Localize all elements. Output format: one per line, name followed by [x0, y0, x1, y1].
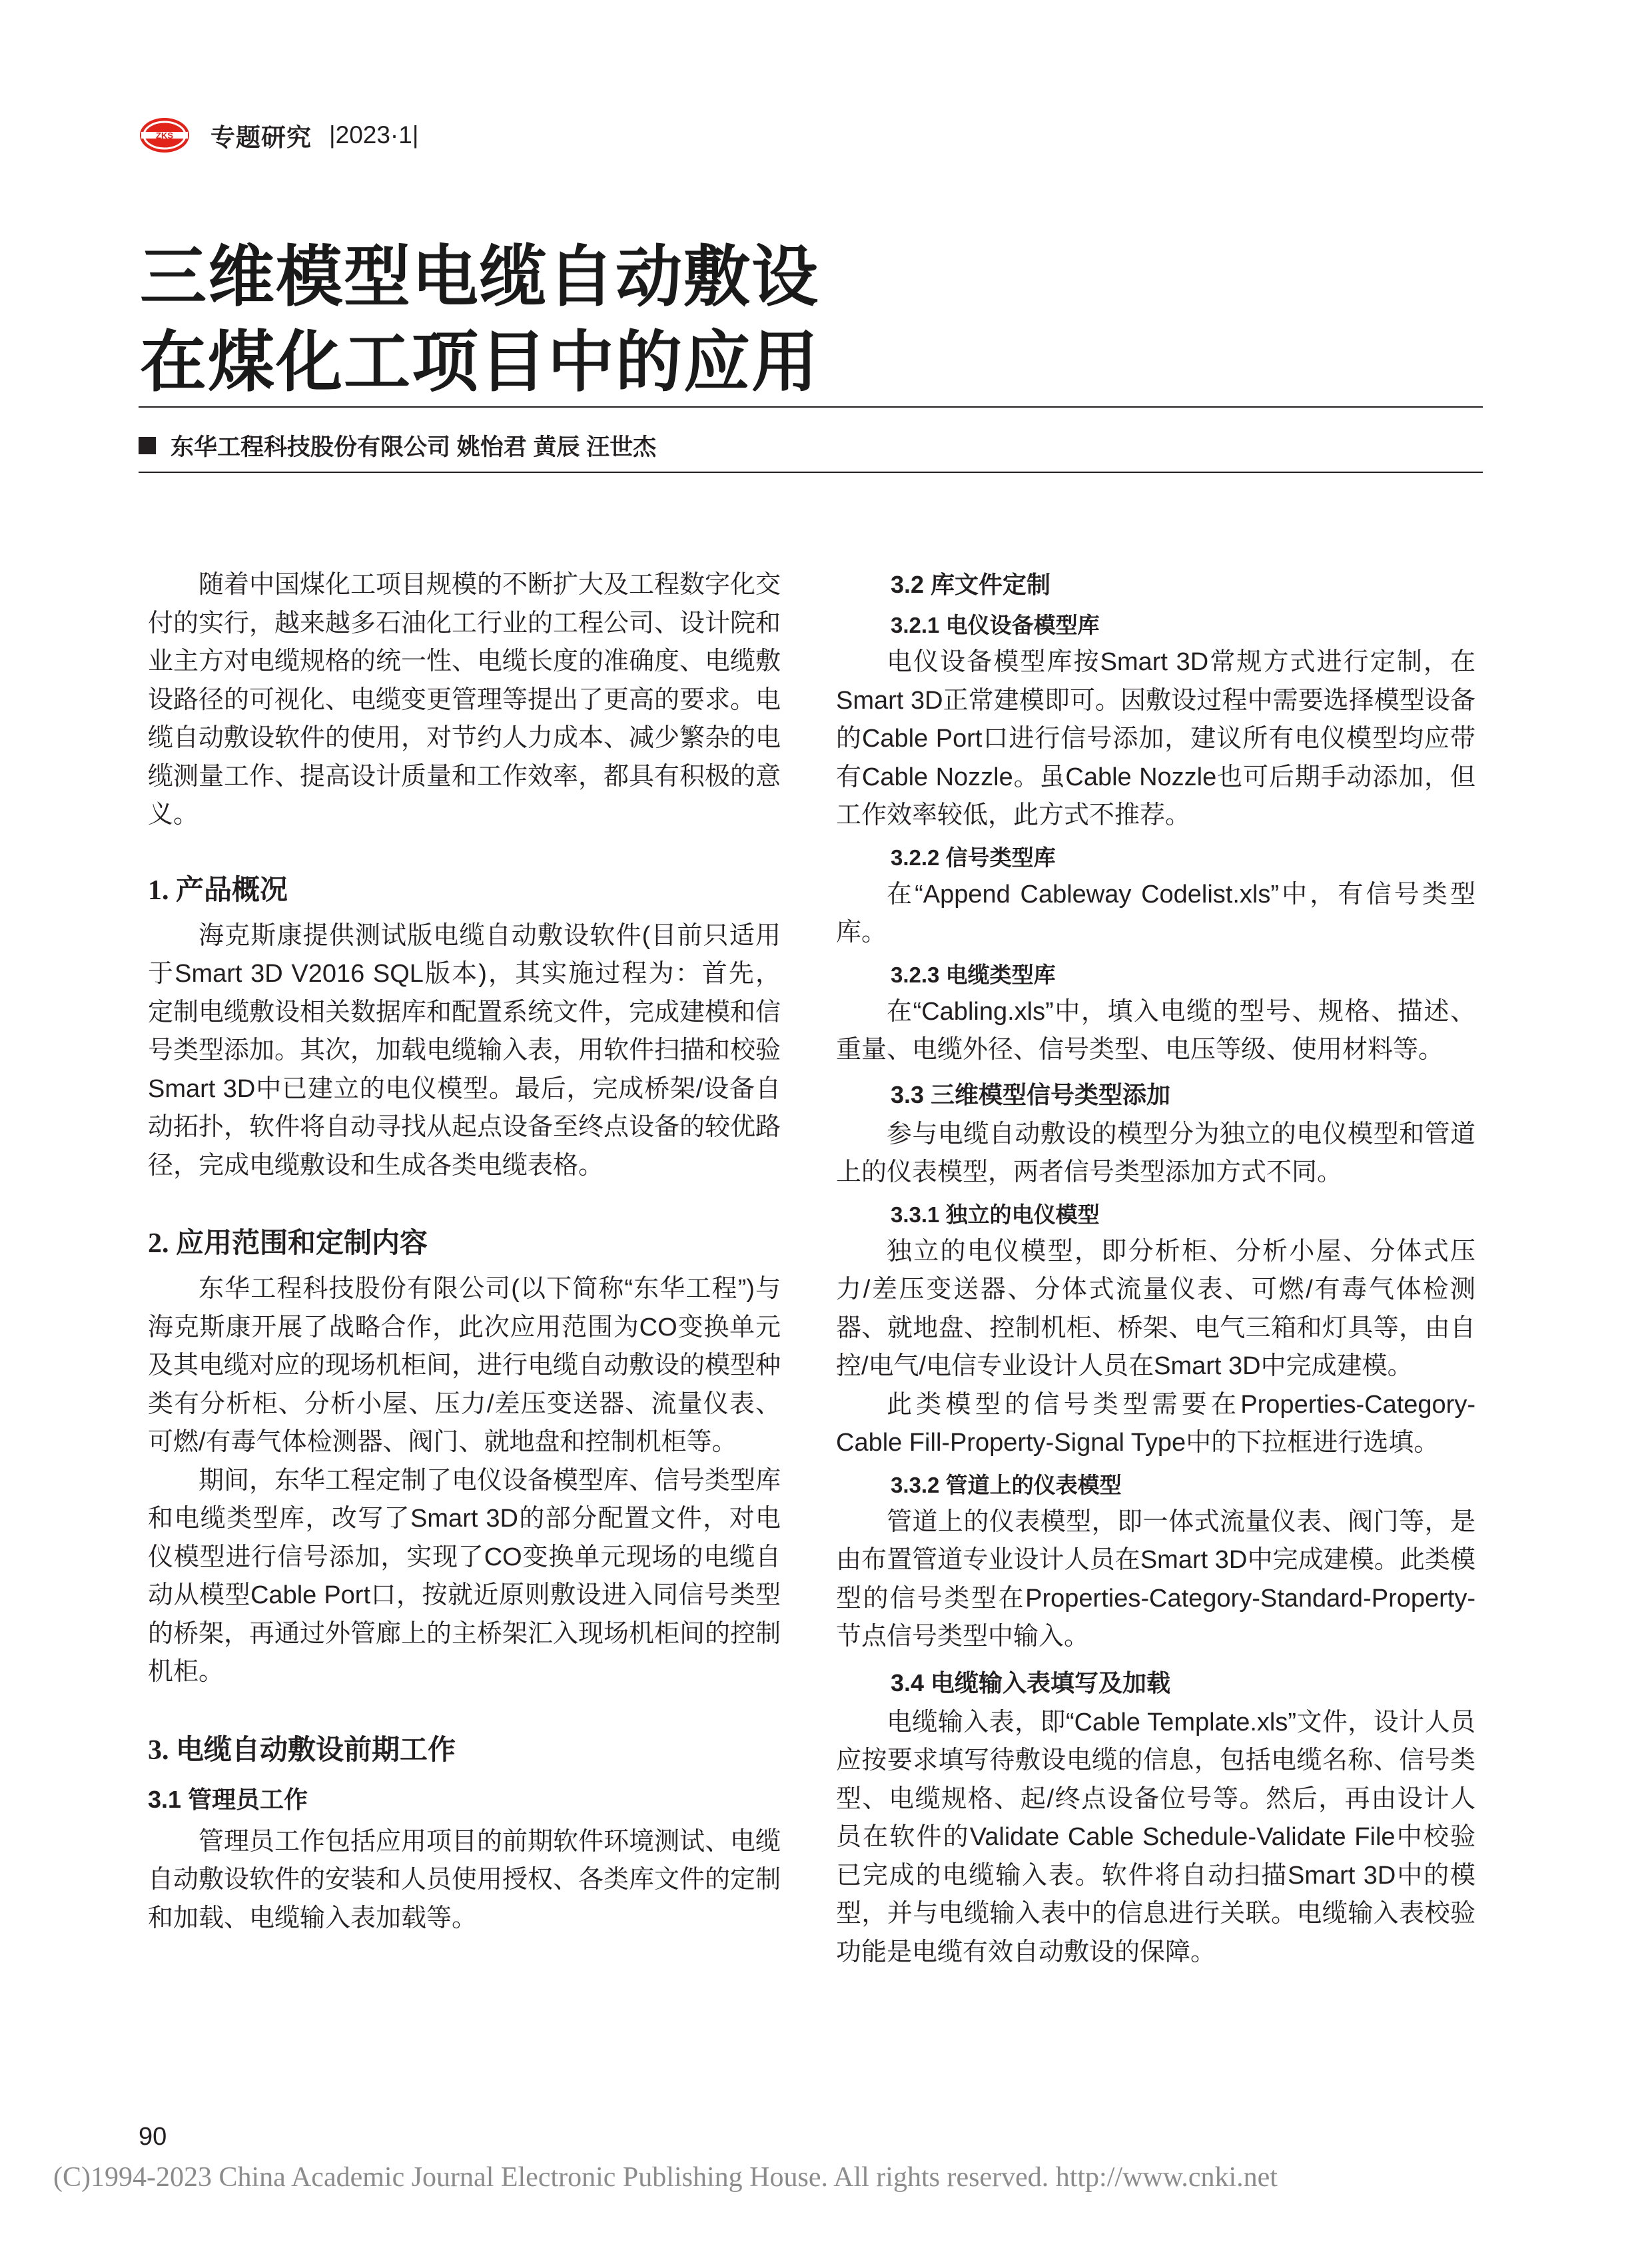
section-3-2-3-paragraph: 在“Cabling.xls”中，填入电缆的型号、规格、描述、重量、电缆外径、信号类型、电压等级、使用材料等。 [836, 997, 1475, 1064]
running-header [139, 112, 418, 159]
section-3-1-heading: 3.1 管理员工作 [148, 1785, 308, 1813]
author-divider [139, 472, 1483, 473]
section-3-3-heading: 3.3 三维模型信号类型添加 [891, 1080, 1171, 1108]
article-title [140, 234, 819, 405]
section-3-3-1-heading: 3.3.1 独立的电仪模型 [891, 1202, 1100, 1227]
section-2-paragraph-1: 东华工程科技股份有限公司(以下简称“东华工程”)与海克斯康开展了战略合作，此次应用范围为CO变换单元及其电缆对应的现场机柜间，进行电缆自动敷设的模型种类有分析柜、分析小屋、压力/差压变送器、流量仪表、可燃/有毒气体检测器、阀门、就地盘和控制机柜等。 [148, 1275, 781, 1456]
section-3-3-1-paragraph-1: 独立的电仪模型，即分析柜、分析小屋、分体式压力/差压变送器、分体式流量仪表、可燃/有毒气体检测器、就地盘、控制机柜、桥架、电气三箱和灯具等，由自控/电气/电信专业设计人员在Smart 3D中完成建模。 [836, 1237, 1475, 1380]
section-3-2-1-heading: 3.2.1 电仪设备模型库 [891, 613, 1100, 637]
section-1-paragraph: 海克斯康提供测试版电缆自动敷设软件(目前只适用于Smart 3D V2016 SQL版本)，其实施过程为：首先，定制电缆敷设相关数据库和配置系统文件，完成建模和信号类型添加。其次，加载电缆输入表，用软件扫描和校验Smart 3D中已建立的电仪模型。最后，完成桥架/设备自动拓扑，软件将自动寻找从起点设备至终点设备的较优路径，完成电缆敷设和生成各类电缆表格。 [148, 921, 781, 1180]
section-3-3-2-paragraph: 管道上的仪表模型，即一体式流量仪表、阀门等，是由布置管道专业设计人员在Smart 3D中完成建模。此类模型的信号类型在Properties-Category-Standard-Property-节点信号类型中输入。 [836, 1507, 1475, 1651]
section-3-2-2-heading: 3.2.2 信号类型库 [891, 845, 1056, 870]
page-number: 90 [139, 2123, 167, 2151]
section-3-2-heading: 3.2 库文件定制 [891, 571, 1051, 598]
section-3-2-1-paragraph: 电仪设备模型库按Smart 3D常规方式进行定制，在Smart 3D正常建模即可。因敷设过程中需要选择模型设备的Cable Port口进行信号添加，建议所有电仪模型均应带有Cable Nozzle。虽Cable Nozzle也可后期手动添加，但工作效率较低，此方式不推荐。 [836, 648, 1475, 829]
section-name: 专题研究 [210, 124, 312, 151]
section-3-2-3-heading: 3.2.3 电缆类型库 [891, 962, 1056, 987]
section-3-3-2-heading: 3.3.2 管道上的仪表模型 [891, 1472, 1122, 1497]
title-line-1: 三维模型电缆自动敷设 [140, 240, 819, 314]
section-3-heading: 3. 电缆自动敷设前期工作 [148, 1734, 456, 1766]
section-2-heading: 2. 应用范围和定制内容 [148, 1228, 428, 1259]
section-3-2-2-paragraph: 在“Append Cableway Codelist.xls”中，有信号类型库。 [836, 880, 1475, 946]
section-2-paragraph-2: 期间，东华工程定制了电仪设备模型库、信号类型库和电缆类型库，改写了Smart 3D的部分配置文件，对电仪模型进行信号添加，实现了CO变换单元现场的电缆自动从模型Cable Port口，按就近原则敷设进入同信号类型的桥架，再通过外管廊上的主桥架汇入现场机柜间的控制机柜。 [148, 1466, 781, 1686]
title-divider [139, 406, 1483, 408]
left-column [148, 566, 781, 1938]
section-3-3-paragraph: 参与电缆自动敷设的模型分为独立的电仪模型和管道上的仪表模型，两者信号类型添加方式不同。 [836, 1120, 1475, 1186]
intro-paragraph: 随着中国煤化工项目规模的不断扩大及工程数字化交付的实行，越来越多石油化工行业的工程公司、设计院和业主方对电缆规格的统一性、电缆长度的准确度、电缆敷设路径的可视化、电缆变更管理等提出了更高的要求。电缆自动敷设软件的使用，对节约人力成本、减少繁杂的电缆测量工作、提高设计质量和工作效率，都具有积极的意义。 [148, 571, 781, 829]
section-3-4-paragraph: 电缆输入表，即“Cable Template.xls”文件，设计人员应按要求填写待敷设电缆的信息，包括电缆名称、信号类型、电缆规格、起/终点设备位号等。然后，再由设计人员在软件的Validate Cable Schedule-Validate File中校验已完成的电缆输入表。软件将自动扫描Smart 3D中的模型，并与电缆输入表中的信息进行关联。电缆输入表校验功能是电缆有效自动敷设的保障。 [836, 1708, 1475, 1966]
right-column [836, 566, 1475, 1972]
title-line-2: 在煤化工项目中的应用 [140, 325, 819, 400]
section-3-1-paragraph: 管理员工作包括应用项目的前期软件环境测试、电缆自动敷设软件的安装和人员使用授权、各类库文件的定制和加载、电缆输入表加载等。 [148, 1827, 781, 1932]
logo-text: ZKS [156, 131, 173, 141]
section-1-heading: 1. 产品概况 [148, 875, 288, 906]
author-line [139, 425, 656, 466]
authors-text: 东华工程科技股份有限公司 姚怡君 黄辰 汪世杰 [171, 434, 657, 460]
square-bullet-icon [139, 437, 156, 454]
section-3-3-1-paragraph-2: 此类模型的信号类型需要在Properties-Category-Cable Fill-Property-Signal Type中的下拉框进行选填。 [836, 1390, 1475, 1457]
section-3-4-heading: 3.4 电缆输入表填写及加载 [891, 1669, 1171, 1696]
journal-logo-icon [139, 117, 191, 154]
copyright-notice: (C)1994-2023 China Academic Journal Electronic Publishing House. All rights reserved. http://www.cnki.net [53, 2162, 1278, 2193]
issue-number: |2023·1| [329, 121, 419, 149]
